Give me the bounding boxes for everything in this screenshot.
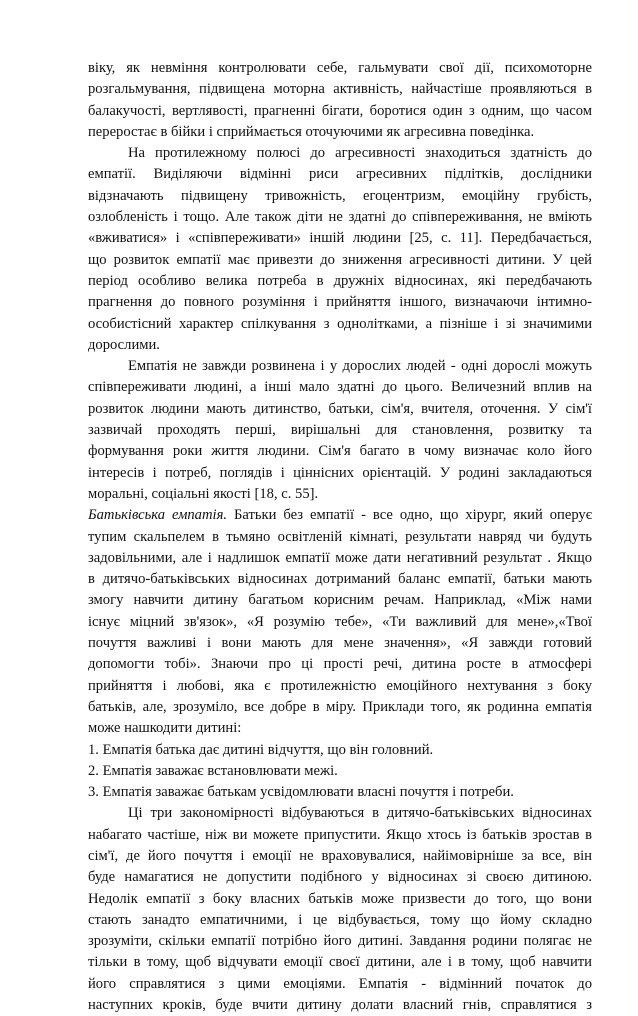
text-line: співпереживати людині, а інші мало здатні до цього. Величезний вплив на: [88, 379, 592, 396]
text-line: На протилежному полюсі до агресивності знаходиться здатність до: [128, 145, 592, 162]
text-line: інтересів і потреб, поглядів і ціннісних орієнтацій. У родині закладаються: [88, 464, 592, 481]
text-line: розгальмування, підвищена моторна активність, найчастіше проявляються в: [88, 81, 592, 98]
text-line: розвиток людини мають дитинство, батьки, сім'я, вчителя, оточення. У сім'ї: [88, 400, 592, 417]
text-line: його справлятися з цими емоціями. Емпатія - відмінний початок до: [88, 975, 592, 992]
numbered-list: [88, 740, 592, 804]
text-line: прийняття і любові, яка є протилежністю емоційного нехтування з боку: [88, 677, 592, 694]
document-page: [88, 58, 592, 1016]
list-item: 3. Емпатія заважає батькам усвідомлювати власні почуття і потреби.: [88, 784, 514, 801]
text-line: допомогти тобі». Знаючи про ці прості речі, дитина росте в атмосфері: [88, 656, 592, 673]
text-line: буде намагатися не допустити подібного у відносинах зі своєю дитиною.: [88, 869, 592, 886]
paragraph-4: [88, 505, 592, 739]
text-line: Ці три закономірності відбуваються в дитячо-батьківських відносинах: [128, 805, 592, 822]
text-line: стають занадто емпатичними, і це відбувається, тому що йому складно: [88, 911, 592, 928]
text-line: емпатії. Виділяючи відмінні риси агресивних підлітків, дослідники: [88, 166, 592, 183]
text-line: особистісний характер спілкування з однолітками, а пізніше і зі значимими: [88, 315, 592, 332]
text-line: [88, 505, 592, 526]
text-line: існує міцний зв'язок», «Я розумію тебе», «Ти важливий для мене»,«Твої: [88, 613, 592, 630]
text-line: період особливо велика потреба в дружніх відносинах, які передбачають: [88, 272, 592, 289]
list-item: 1. Емпатія батька дає дитині відчуття, що він головний.: [88, 741, 434, 758]
text-line: віку, як невміння контролювати себе, гальмувати свої дії, психомоторне: [88, 60, 592, 76]
text-line: батьків, але, зрозуміло, все добре в міру. Приклади того, як родинна емпатія: [88, 698, 592, 715]
text-line: озлобленість і тощо. Але також діти не здатні до співпереживання, не вміють: [88, 209, 592, 226]
text-line: зрозуміти, скільки емпатії потрібно його дитині. Завдання родини полягає не: [88, 933, 592, 950]
heading-continuation: Батьки без емпатії - все одно, що хірург, який оперує: [227, 507, 592, 524]
text-line: балакучості, вертлявості, прагненні бігати, боротися один з одним, що часом: [88, 102, 592, 119]
paragraph-5: [88, 803, 592, 1016]
text-line: сім'ї, де його почуття і емоції не враховувалися, найімовірніше за все, він: [88, 847, 592, 864]
text-line: набагато частіше, ніж ви можете припустити. Якщо хтось із батьків зростав в: [88, 826, 592, 843]
text-line: почуття важливі і вони мають для мене значення», «Я завжди готовий: [88, 635, 592, 652]
text-line: в дитячо-батьківських відносинах дотриманий баланс емпатії, батьки мають: [88, 571, 592, 588]
text-line: тупим скальпелем в тьмяно освітленій кімнаті, результати навряд чи будуть: [88, 528, 592, 545]
text-line: Недолік емпатії з боку власних батьків може призвести до того, що вони: [88, 890, 592, 907]
text-line: змогу навчити дитину багатьом корисним речам. Наприклад, «Між нами: [88, 592, 592, 609]
text-line: моральні, соціальні якості [18, с. 55].: [88, 485, 319, 502]
text-line: «вживатися» і «співпереживати» іншій людини [25, с. 11]. Передбачається,: [88, 230, 592, 247]
text-line: формування роки життя людини. Сім'я багато в чому визначає коло його: [88, 443, 592, 460]
section-heading: Батьківська емпатія.: [88, 507, 228, 524]
list-item: 2. Емпатія заважає встановлювати межі.: [88, 762, 338, 779]
text-line: що розвиток емпатії має привезти до зниження агресивності дитини. У цей: [88, 251, 592, 268]
text-line: може нашкодити дитині:: [88, 720, 242, 737]
text-line: дорослими.: [88, 336, 160, 353]
paragraph-2: [88, 143, 592, 356]
text-line: наступних кроків, буде вчити дитину долати власний гнів, справлятися з: [88, 997, 592, 1014]
text-line: задовільними, але і надлишок емпатії може дати негативний результат . Якщо: [88, 549, 592, 566]
paragraph-1: [88, 58, 592, 143]
text-line: зазвичай проходять перші, вирішальні для становлення, розвитку та: [88, 422, 592, 439]
text-line: переростає в бійки і сприймається оточуючими як агресивна поведінка.: [88, 123, 535, 140]
text-line: відзначають підвищену тривожність, егоцентризм, емоційну грубість,: [88, 187, 592, 204]
text-line: Емпатія не завжди розвинена і у дорослих людей - одні дорослі можуть: [128, 358, 592, 375]
text-line: тільки в тому, щоб відчувати емоції своєї дитини, але і в тому, щоб навчити: [88, 954, 592, 971]
text-line: прагнення до повного розуміння і прийняття іншого, визначаючи інтимно-: [88, 294, 592, 311]
paragraph-3: [88, 356, 592, 505]
